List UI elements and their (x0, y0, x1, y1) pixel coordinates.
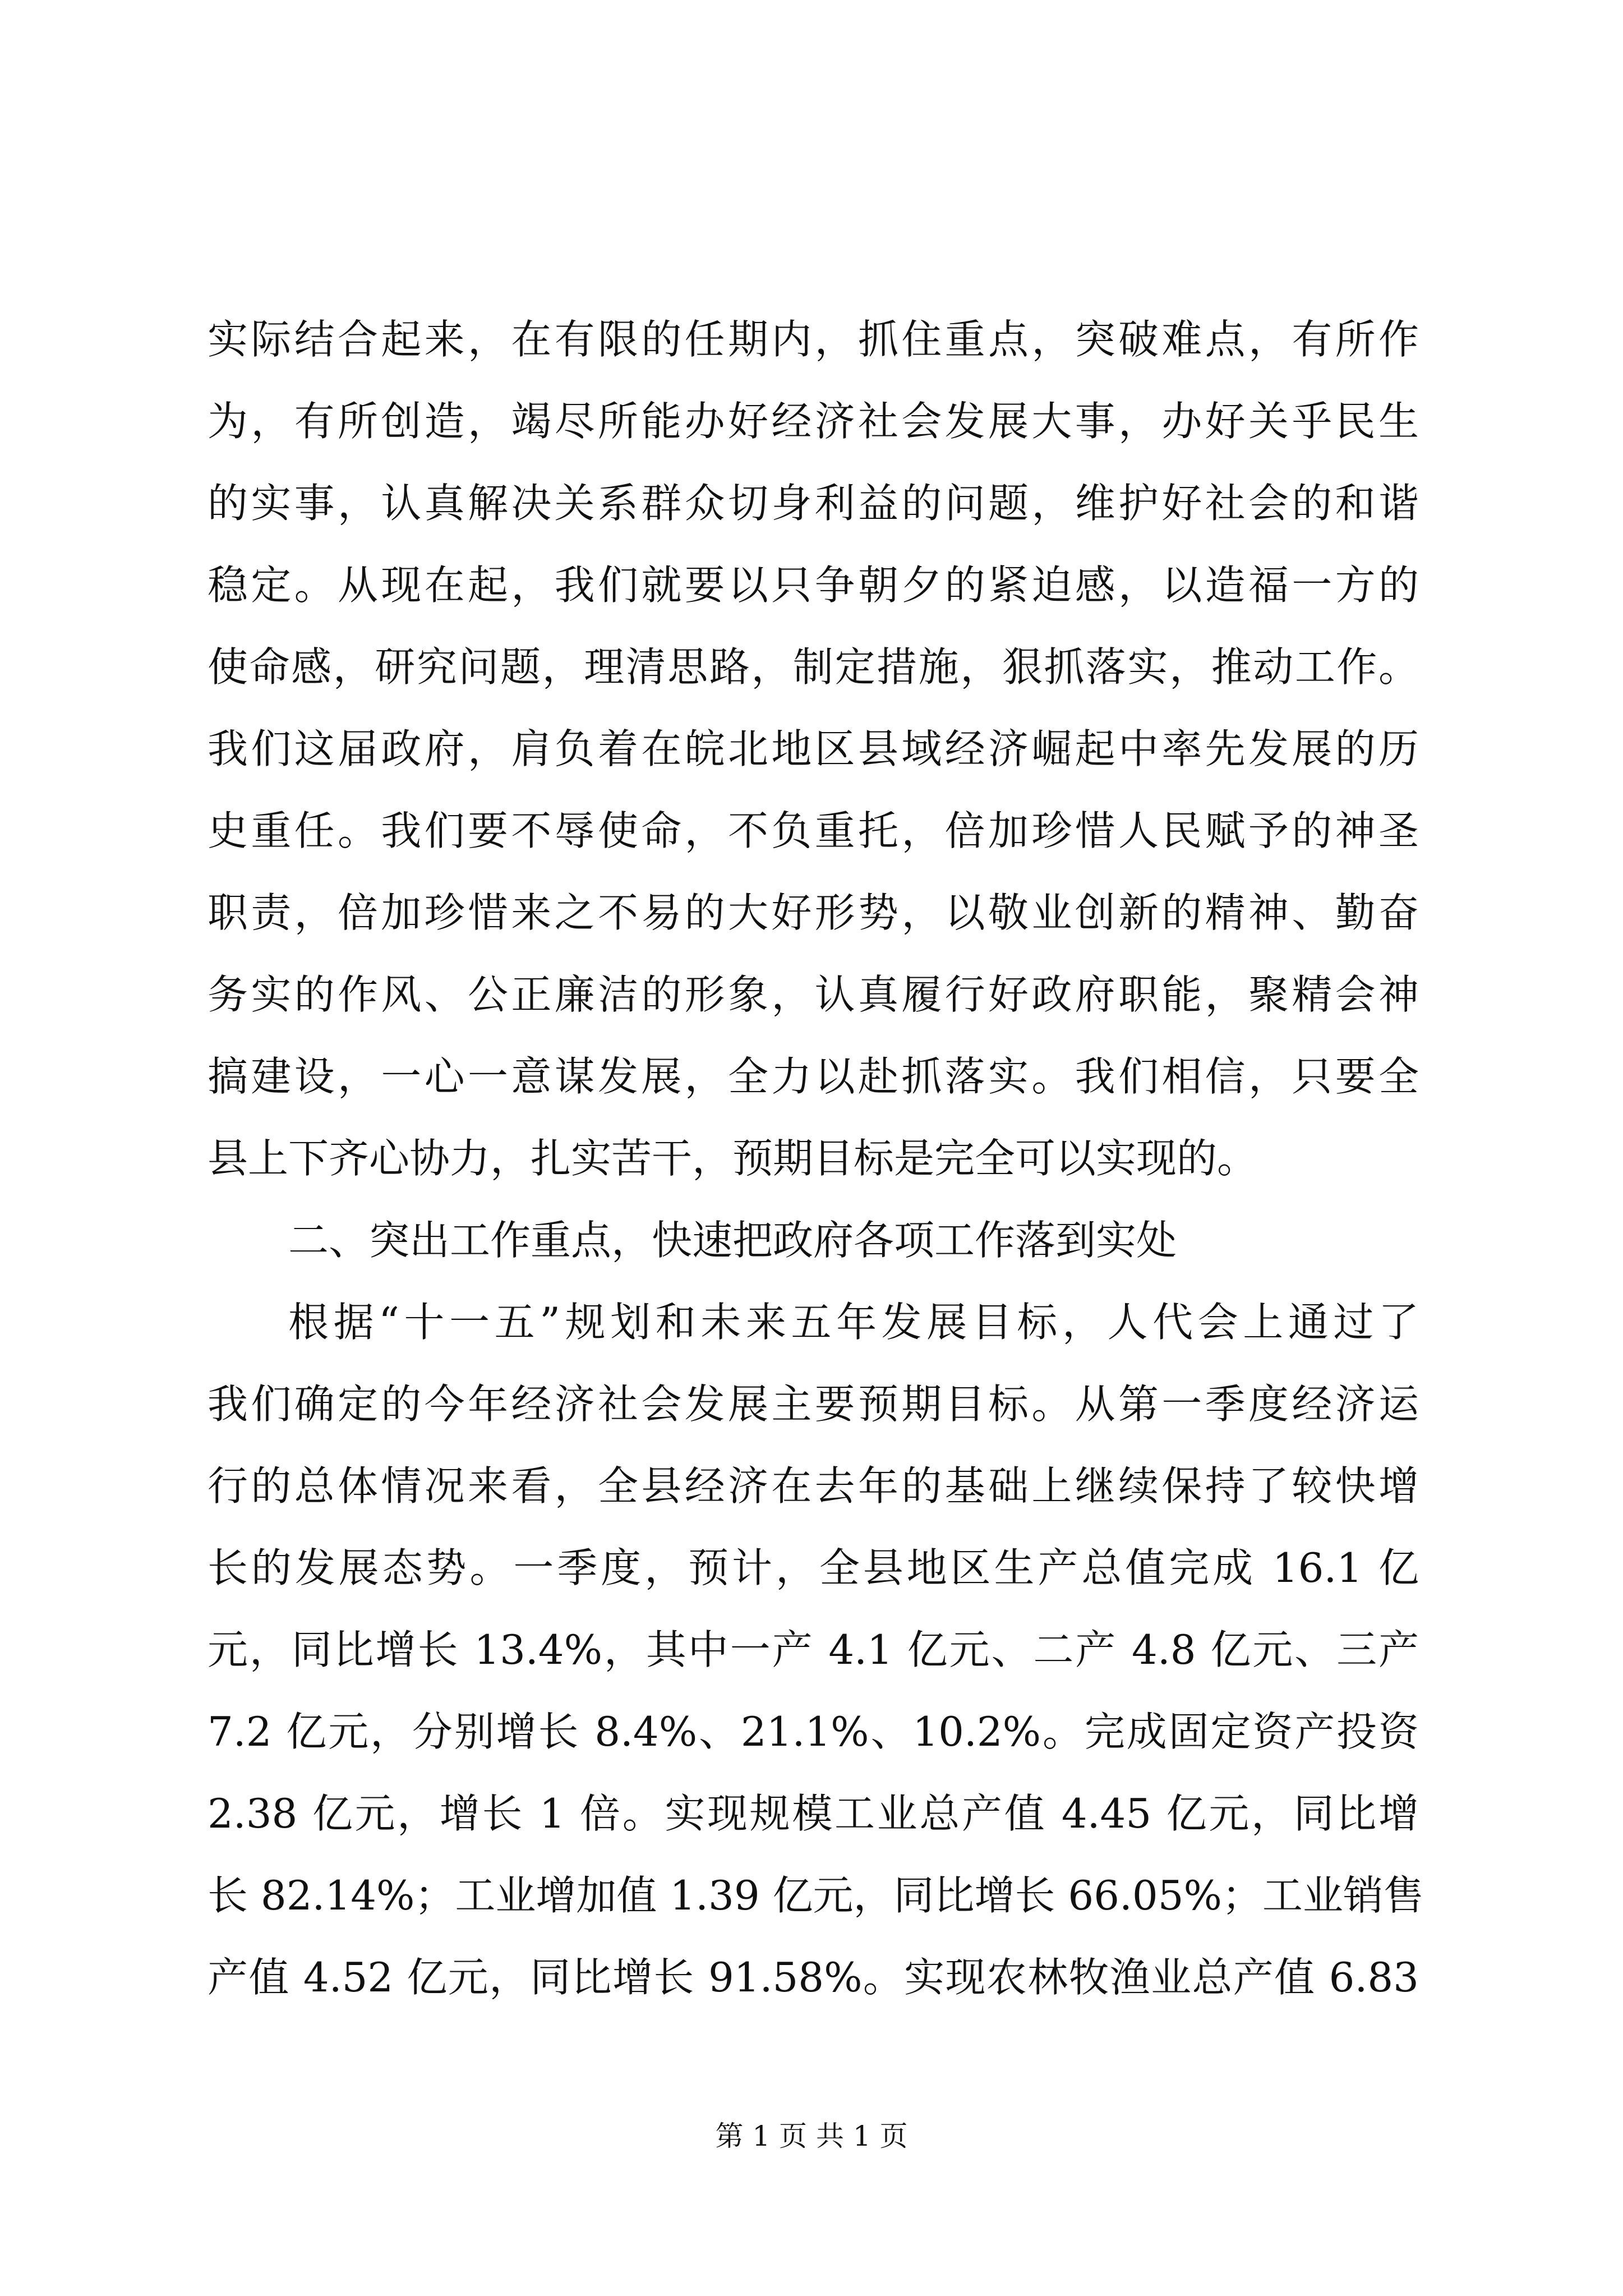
body-line: 职责，倍加珍惜来之不易的大好形势，以敬业创新的精神、勤奋 (208, 889, 1419, 936)
body-line: 为，有所创造，竭尽所能办好经济社会发展大事，办好关乎民生 (208, 398, 1419, 445)
body-line: 我们这届政府，肩负着在皖北地区县域经济崛起中率先发展的历 (208, 725, 1419, 772)
body-line: 长的发展态势。一季度，预计，全县地区生产总值完成 16.1 亿 (208, 1544, 1419, 1591)
body-line: 务实的作风、公正廉洁的形象，认真履行好政府职能，聚精会神 (208, 971, 1419, 1018)
body-line: 我们确定的今年经济社会发展主要预期目标。从第一季度经济运 (208, 1381, 1419, 1428)
body-line: 县上下齐心协力，扎实苦干，预期目标是完全可以实现的。 (208, 1135, 1258, 1182)
body-line: 稳定。从现在起，我们就要以只争朝夕的紧迫感，以造福一方的 (208, 562, 1419, 609)
body-line: 7.2 亿元，分别增长 8.4%、21.1%、10.2%。完成固定资产投资 (208, 1708, 1419, 1755)
section-heading: 二、突出工作重点，快速把政府各项工作落到实处 (288, 1217, 1177, 1264)
body-line: 行的总体情况来看，全县经济在去年的基础上继续保持了较快增 (208, 1462, 1419, 1510)
body-line: 长 82.14%；工业增加值 1.39 亿元，同比增长 66.05%；工业销售 (208, 1872, 1424, 1919)
body-line: 的实事，认真解决关系群众切身利益的问题，维护好社会的和谐 (208, 480, 1419, 527)
page-footer: 第 1 页 共 1 页 (715, 2120, 908, 2152)
body-line: 2.38 亿元，增长 1 倍。实现规模工业总产值 4.45 亿元，同比增 (208, 1790, 1419, 1837)
body-line: 史重任。我们要不辱使命，不负重托，倍加珍惜人民赋予的神圣 (208, 807, 1419, 854)
document-body (208, 298, 1424, 2018)
body-line: 实际结合起来，在有限的任期内，抓住重点，突破难点，有所作 (208, 316, 1419, 363)
body-line: 元，同比增长 13.4%，其中一产 4.1 亿元、二产 4.8 亿元、三产 (208, 1626, 1419, 1673)
body-line: 根据“十一五”规划和未来五年发展目标，人代会上通过了 (288, 1299, 1419, 1346)
body-line: 使命感，研究问题，理清思路，制定措施，狠抓落实，推动工作。 (208, 643, 1419, 691)
body-line: 产值 4.52 亿元，同比增长 91.58%。实现农林牧渔业总产值 6.83 (208, 1954, 1419, 2001)
body-line: 搞建设，一心一意谋发展，全力以赴抓落实。我们相信，只要全 (208, 1053, 1419, 1100)
